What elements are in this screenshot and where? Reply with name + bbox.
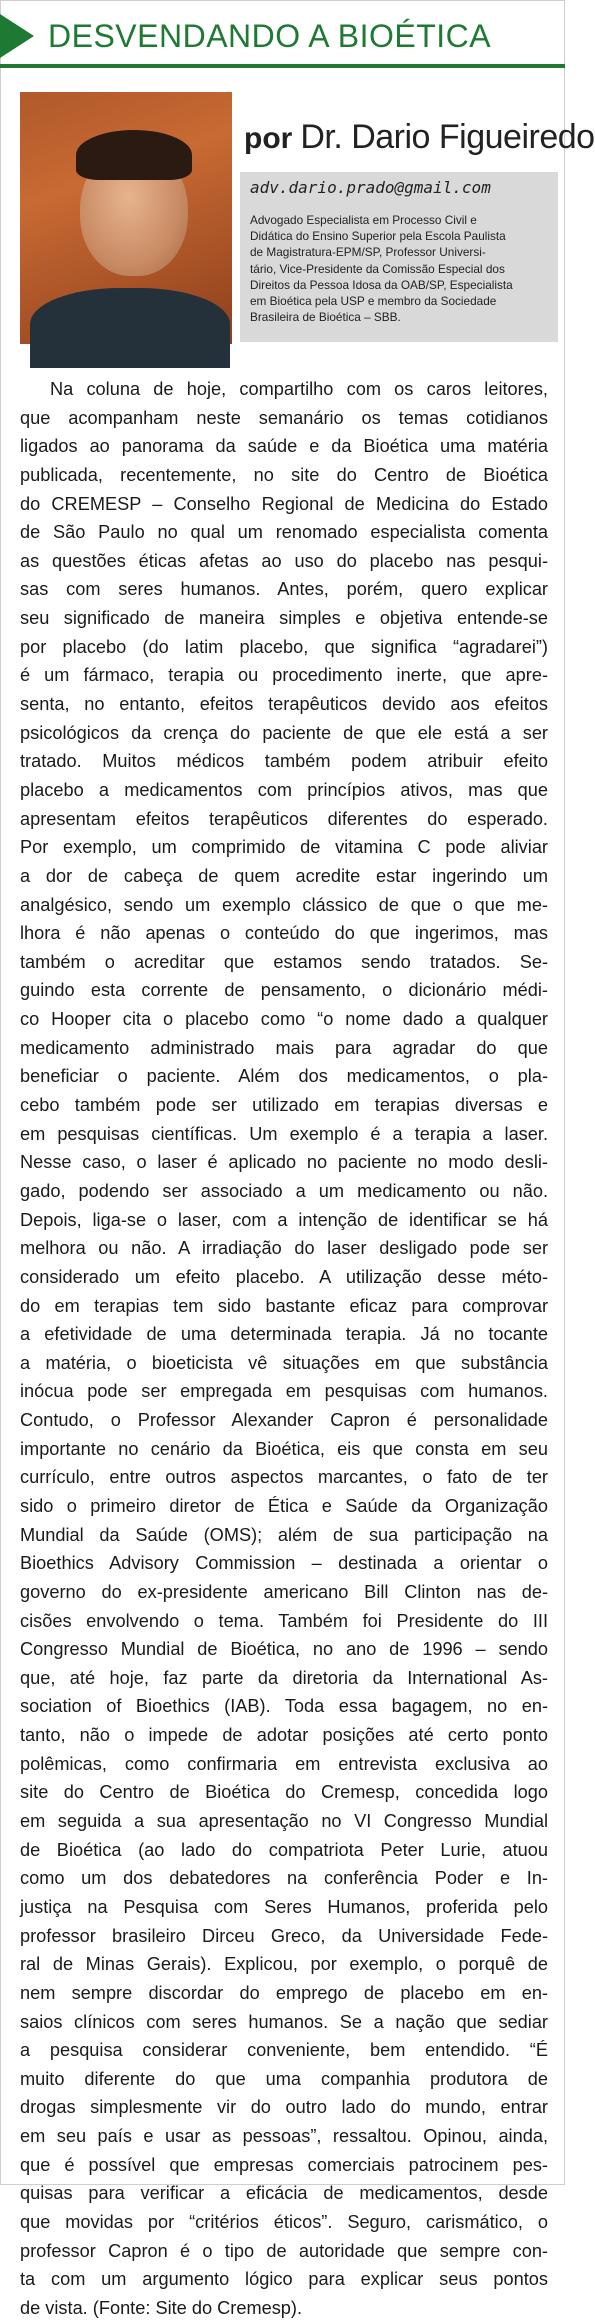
article-line: tanto, não o impede de adotar posições até certo ponto: [20, 1725, 548, 1746]
article-line: sido o primeiro diretor de Ética e Saúde da Organização: [20, 1495, 548, 1516]
article-line: drogas simplesmente vir do outro lado do mundo, entrar: [20, 2097, 548, 2118]
photo-shirt: [30, 288, 230, 368]
column-title: DESVENDANDO A BIOÉTICA: [48, 18, 492, 54]
bio-line: de Magistratura-EPM/SP, Professor Universi-: [250, 245, 486, 260]
author-name: Dr. Dario Figueiredo: [300, 118, 595, 156]
article-line: do CREMESP – Conselho Regional de Medicina do Estado: [20, 493, 548, 514]
photo-hair: [76, 130, 192, 180]
article-line: cisões envolvendo o tema. Também foi Presidente do III: [20, 1610, 548, 1631]
article-line: que acompanham neste semanário os temas cotidianos: [20, 407, 548, 428]
article-line: a matéria, o bioeticista vê situações em que substância: [20, 1352, 548, 1373]
article-line: publicada, recentemente, no site do Centro de Bioética: [20, 464, 548, 485]
article-line: a pesquisa considerar conveniente, bem entendido. “É: [20, 2040, 548, 2061]
author-byline: [244, 118, 595, 157]
article-line: sociation of Bioethics (IAB). Toda essa bagagem, no en-: [20, 1696, 548, 1717]
column-header: [0, 0, 565, 62]
article-line: ta com um argumento lógico para explicar seus pontos: [20, 2269, 548, 2290]
article-line: inócua pode ser empregada em pesquisas com humanos.: [20, 1381, 548, 1402]
article-line: psicológicos da crença do paciente de que ele está a ser: [20, 722, 548, 743]
article-line: senta, no entanto, efeitos terapêuticos devido aos efeitos: [20, 694, 548, 715]
byline-prefix: por: [244, 122, 293, 155]
article-line: em pesquisas científicas. Um exemplo é a terapia a laser.: [20, 1123, 548, 1144]
article-line: cebo também pode ser utilizado em terapias diversas e: [20, 1095, 548, 1116]
article-line: em seguida a sua apresentação no VI Congresso Mundial: [20, 1811, 548, 1832]
triangle-arrow-icon: [0, 14, 34, 58]
bio-line: Direitos da Pessoa Idosa da OAB/SP, Especialista: [250, 277, 513, 292]
author-photo: [20, 92, 232, 344]
article-line: muito diferente do que uma companhia produtora de: [20, 2068, 548, 2089]
article-line: beneficiar o paciente. Além dos medicamentos, o pla-: [20, 1066, 548, 1087]
article-line: lhora é não apenas o conteúdo do que ingerimos, mas: [20, 923, 548, 944]
article-line: do em terapias tem sido bastante eficaz para comprovar: [20, 1295, 548, 1316]
article-line: de vista. (Fonte: Site do Cremesp).: [20, 2297, 303, 2318]
article-line: que movidas por “critérios éticos”. Seguro, carismático, o: [20, 2212, 548, 2232]
header-divider: [0, 64, 565, 68]
article-line: seu significado de maneira simples e objetiva entende-se: [20, 608, 548, 629]
article-line: por placebo (do latim placebo, que significa “agradarei”): [20, 636, 548, 657]
article-line: que, até hoje, faz parte da diretoria da International As-: [20, 1667, 548, 1688]
bio-line: tário, Vice-Presidente da Comissão Especial dos: [250, 261, 505, 276]
article-line: nem sempre discordar do emprego de placebo em en-: [20, 1982, 548, 2003]
article-line: Por exemplo, um comprimido de vitamina C pode aliviar: [20, 837, 548, 858]
article-line: medicamento administrado mais para agradar do que: [20, 1037, 548, 1058]
article-line: de São Paulo no qual um renomado especialista comenta: [20, 522, 548, 543]
article-line: quisas para verificar a eficácia de medicamentos, desde: [20, 2183, 548, 2204]
article-line: sas com seres humanos. Antes, porém, quero explicar: [20, 579, 548, 600]
article-line: professor Capron é o tipo de autoridade que sempre con-: [20, 2240, 548, 2261]
article-line: governo do ex-presidente americano Bill Clinton nas de-: [20, 1581, 548, 1602]
article-line: Nesse caso, o laser é aplicado no paciente no modo desli-: [20, 1152, 548, 1173]
article-line: site do Centro de Bioética do Cremesp, concedida logo: [20, 1782, 548, 1803]
article-line: Mundial da Saúde (OMS); além de sua participação na: [20, 1524, 548, 1545]
article-line: co Hooper cita o placebo como “o nome dado a qualquer: [20, 1009, 548, 1030]
article-line: tratado. Muitos médicos também podem atribuir efeito: [20, 751, 548, 772]
article-line: gado, podendo ser associado a um medicamento ou não.: [20, 1180, 548, 1201]
article-line: Contudo, o Professor Alexander Capron é personalidade: [20, 1410, 548, 1431]
article-line: é um fármaco, terapia ou procedimento inerte, que apre-: [20, 665, 548, 686]
article-body: [20, 375, 548, 2323]
article-line: apresentam efeitos terapêuticos diferentes do esperado.: [20, 808, 548, 829]
author-bio: [250, 212, 550, 325]
article-line: importante no cenário da Bioética, eis que consta em seu: [20, 1438, 548, 1459]
bio-line: Brasileira de Bioética – SBB.: [250, 310, 401, 325]
article-line: de Bioética (ao lado do compatriota Peter Lurie, atuou: [20, 1839, 548, 1860]
article-line: justiça na Pesquisa com Seres Humanos, proferida pelo: [20, 1896, 548, 1917]
article-line: professor brasileiro Dirceu Greco, da Universidade Fede-: [20, 1925, 548, 1946]
article-line: melhora ou não. A irradiação do laser desligado pode ser: [20, 1238, 548, 1259]
article-line: a dor de cabeça de quem acredite estar ingerindo um: [20, 865, 548, 886]
article-line: que é possível que empresas comerciais patrocinem pes-: [20, 2154, 548, 2175]
article-line: ral de Minas Gerais). Explicou, por exemplo, o porquê de: [20, 1954, 548, 1975]
bio-line: Advogado Especialista em Processo Civil e: [250, 213, 477, 227]
bio-line: Didática do Ensino Superior pela Escola Paulista: [250, 229, 506, 244]
author-email[interactable]: adv.dario.prado@gmail.com: [250, 178, 491, 197]
article-line: Depois, liga-se o laser, com a intenção de identificar se há: [20, 1209, 548, 1230]
article-line: a efetividade de uma determinada terapia. Já no tocante: [20, 1324, 548, 1345]
article-line: ligados ao panorama da saúde e da Bioética uma matéria: [20, 436, 548, 457]
article-line: currículo, entre outros aspectos marcantes, o fato de ter: [20, 1467, 548, 1488]
article-line: como um dos debatedores na conferência Poder e In-: [20, 1868, 548, 1889]
article-line: também o acreditar que estamos sendo tratados. Se-: [20, 951, 548, 972]
article-line: polêmicas, como confirmaria em entrevista exclusiva ao: [20, 1753, 548, 1774]
article-line: Bioethics Advisory Commission – destinada a orientar o: [20, 1553, 548, 1574]
article-line: analgésico, sendo um exemplo clássico de que o que me-: [20, 894, 548, 915]
article-line: saios clínicos com seres humanos. Se a nação que sediar: [20, 2011, 548, 2032]
article-line: Congresso Mundial de Bioética, no ano de 1996 – sendo: [20, 1639, 548, 1660]
article-line: guindo esta corrente de pensamento, o dicionário médi-: [20, 980, 548, 1001]
article-line: as questões éticas afetas ao uso do placebo nas pesqui-: [20, 550, 548, 571]
article-line: em seu país e usar as pessoas”, ressaltou. Opinou, ainda,: [20, 2126, 548, 2147]
article-line: considerado um efeito placebo. A utilização desse méto-: [20, 1266, 548, 1287]
article-line: Na coluna de hoje, compartilho com os caros leitores,: [50, 379, 548, 399]
bio-line: em Bioética pela USP e membro da Sociedade: [250, 294, 497, 309]
article-line: placebo a medicamentos com princípios ativos, mas que: [20, 779, 548, 800]
